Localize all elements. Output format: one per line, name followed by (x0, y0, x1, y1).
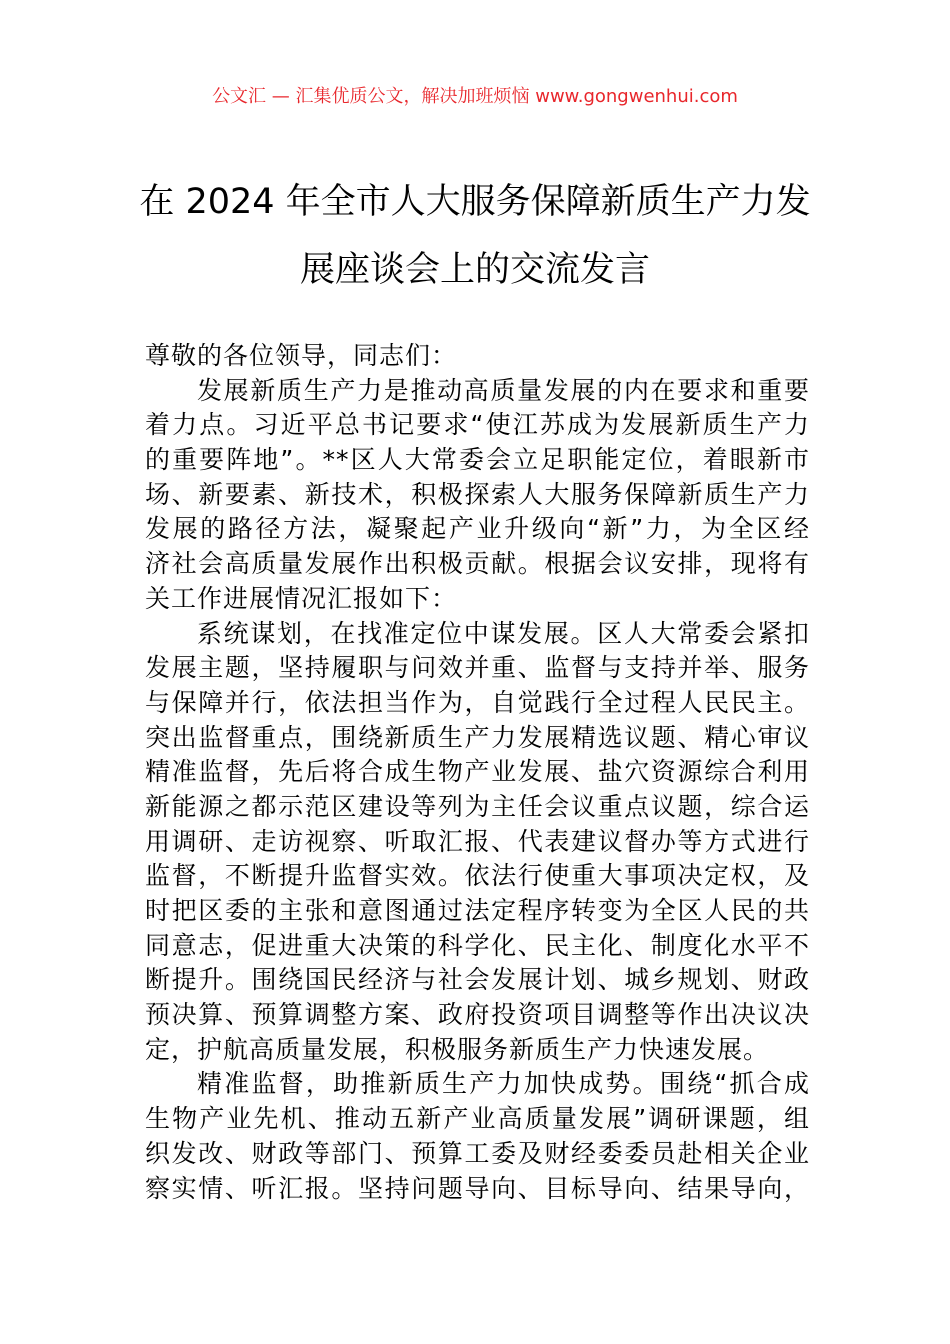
body-text-line: 关工作进展情况汇报如下： (145, 583, 458, 613)
body-text-line: 监督，不断提升监督实效。依法行使重大事项决定权，及 (145, 861, 810, 891)
body-text-line: 定，护航高质量发展，积极服务新质生产力快速发展。 (145, 1034, 770, 1064)
body-text-line: 织发改、财政等部门、预算工委及财经委委员赴相关企业 (145, 1138, 810, 1168)
body-text-line: 断提升。围绕国民经济与社会发展计划、城乡规划、财政 (145, 965, 810, 995)
body-text-line: 同意志，促进重大决策的科学化、民主化、制度化水平不 (145, 930, 810, 960)
body-text-line: 场、新要素、新技术，积极探索人大服务保障新质生产力 (145, 479, 810, 509)
watermark-header: 公文汇 — 汇集优质公文，解决加班烦恼 www.gongwenhui.com (212, 86, 738, 107)
body-text-line: 察实情、听汇报。坚持问题导向、目标导向、结果导向， (145, 1173, 810, 1203)
body-text-line: 济社会高质量发展作出积极贡献。根据会议安排，现将有 (145, 549, 810, 579)
body-text-line: 与保障并行，依法担当作为，自觉践行全过程人民民主。 (145, 687, 810, 717)
body-text-line: 时把区委的主张和意图通过法定程序转变为全区人民的共 (145, 896, 810, 925)
body-text-line: 尊敬的各位领导，同志们： (145, 341, 458, 370)
body-text-line: 新能源之都示范区建设等列为主任会议重点议题，综合运 (145, 791, 810, 821)
body-text-line: 发展主题，坚持履职与问效并重、监督与支持并举、服务 (145, 653, 810, 683)
body-text-line: 发展新质生产力是推动高质量发展的内在要求和重要 (197, 375, 810, 405)
body-text-line: 用调研、走访视察、听取汇报、代表建议督办等方式进行 (145, 826, 810, 856)
document-body (145, 339, 810, 1206)
body-text-line: 生物产业先机、推动五新产业高质量发展”调研课题，组 (145, 1104, 810, 1134)
body-text-line: 的重要阵地”。**区人大常委会立足职能定位，着眼新市 (145, 445, 810, 475)
body-text-line: 突出监督重点，围绕新质生产力发展精选议题、精心审议 (145, 722, 810, 752)
body-text-line: 系统谋划，在找准定位中谋发展。区人大常委会紧扣 (197, 618, 810, 648)
document-title-line-2: 展座谈会上的交流发言 (299, 250, 650, 290)
document-title-line-1: 在 2024 年全市人大服务保障新质生产力发 (139, 182, 811, 222)
body-text-line: 着力点。习近平总书记要求“使江苏成为发展新质生产力 (145, 410, 810, 440)
body-text-line: 精准监督，先后将合成生物产业发展、盐穴资源综合利用 (145, 757, 810, 787)
body-text-line: 发展的路径方法，凝聚起产业升级向“新”力，为全区经 (145, 514, 810, 544)
body-text-line: 预决算、预算调整方案、政府投资项目调整等作出决议决 (145, 1000, 810, 1030)
body-text-line: 精准监督，助推新质生产力加快成势。围绕“抓合成 (197, 1069, 810, 1099)
